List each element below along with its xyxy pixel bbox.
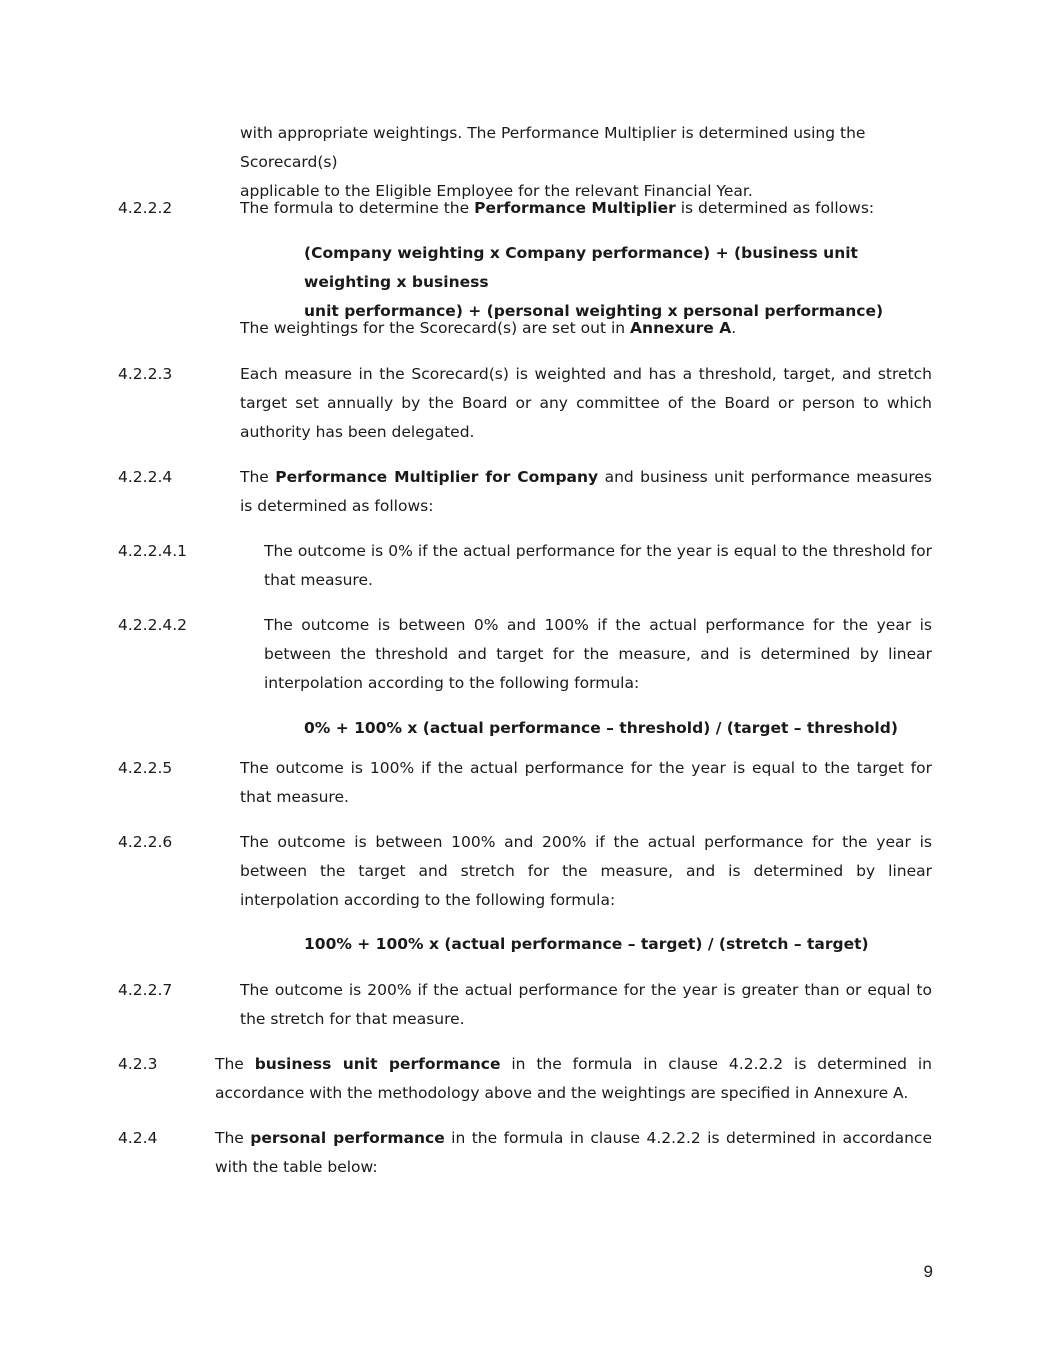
clause-number-4227: 4.2.2.7 [118, 981, 173, 999]
clause-number-42242: 4.2.2.4.2 [118, 616, 188, 634]
formula-line-2: unit performance) + (personal weighting x personal performance) [304, 301, 884, 320]
clause-number-4223: 4.2.2.3 [118, 365, 173, 383]
clause-4226-text: The outcome is between 100% and 200% if the actual performance for the year is between the target and stretch for the measure, and is determined by linear interpolation according to the following formula: [240, 833, 932, 909]
performance-multiplier-company-term: Performance Multiplier for Company [275, 468, 599, 486]
clause-number-424: 4.2.4 [118, 1129, 158, 1147]
formula-line-1: (Company weighting x Company performance) + (business unit weighting x business [304, 244, 858, 291]
intro-paragraph [240, 119, 932, 205]
performance-multiplier-term: Performance Multiplier [474, 199, 676, 217]
clause-number-4224: 4.2.2.4 [118, 468, 173, 486]
personal-performance-term: personal performance [250, 1129, 445, 1147]
interpolation-formula-stretch: 100% + 100% x (actual performance – target) / (stretch – target) [304, 935, 869, 953]
clause-4223-text: Each measure in the Scorecard(s) is weighted and has a threshold, target, and stretch target set annually by the Board or any committee of the Board or person to which authority has been delegated. [240, 365, 932, 441]
intro-line-2: applicable to the Eligible Employee for the relevant Financial Year. [240, 181, 753, 200]
clause-number-4222: 4.2.2.2 [118, 199, 173, 217]
clause-4225-text: The outcome is 100% if the actual performance for the year is equal to the target for that measure. [240, 759, 932, 806]
clause-number-4225: 4.2.2.5 [118, 759, 173, 777]
clause-number-423: 4.2.3 [118, 1055, 158, 1073]
business-unit-performance-term: business unit performance [254, 1055, 501, 1073]
clause-423-text: The business unit performance in the formula in clause 4.2.2.2 is determined in accordance with the methodology above and the weightings are specified in Annexure A. [215, 1055, 932, 1102]
clause-4224-text: The Performance Multiplier for Company and business unit performance measures is determined as follows: [240, 468, 932, 515]
performance-multiplier-formula [304, 239, 934, 325]
interpolation-formula-threshold: 0% + 100% x (actual performance – threshold) / (target – threshold) [304, 719, 898, 737]
weightings-note: The weightings for the Scorecard(s) are set out in Annexure A. [240, 319, 737, 337]
clause-42241-text: The outcome is 0% if the actual performance for the year is equal to the threshold for that measure. [264, 542, 932, 589]
clause-424-text: The personal performance in the formula in clause 4.2.2.2 is determined in accordance with the table below: [215, 1129, 932, 1176]
clause-42242-text: The outcome is between 0% and 100% if the actual performance for the year is between the threshold and target for the measure, and is determined by linear interpolation according to the following formula: [264, 616, 932, 692]
page-number: 9 [923, 1262, 933, 1281]
clause-number-4226: 4.2.2.6 [118, 833, 173, 851]
annexure-a-term: Annexure A [630, 319, 732, 337]
intro-line-1: with appropriate weightings. The Performance Multiplier is determined using the Scorecard(s) [240, 124, 866, 171]
clause-4222-text: The formula to determine the Performance Multiplier is determined as follows: [240, 199, 875, 217]
clause-4227-text: The outcome is 200% if the actual performance for the year is greater than or equal to the stretch for that measure. [240, 981, 932, 1028]
clause-number-42241: 4.2.2.4.1 [118, 542, 188, 560]
